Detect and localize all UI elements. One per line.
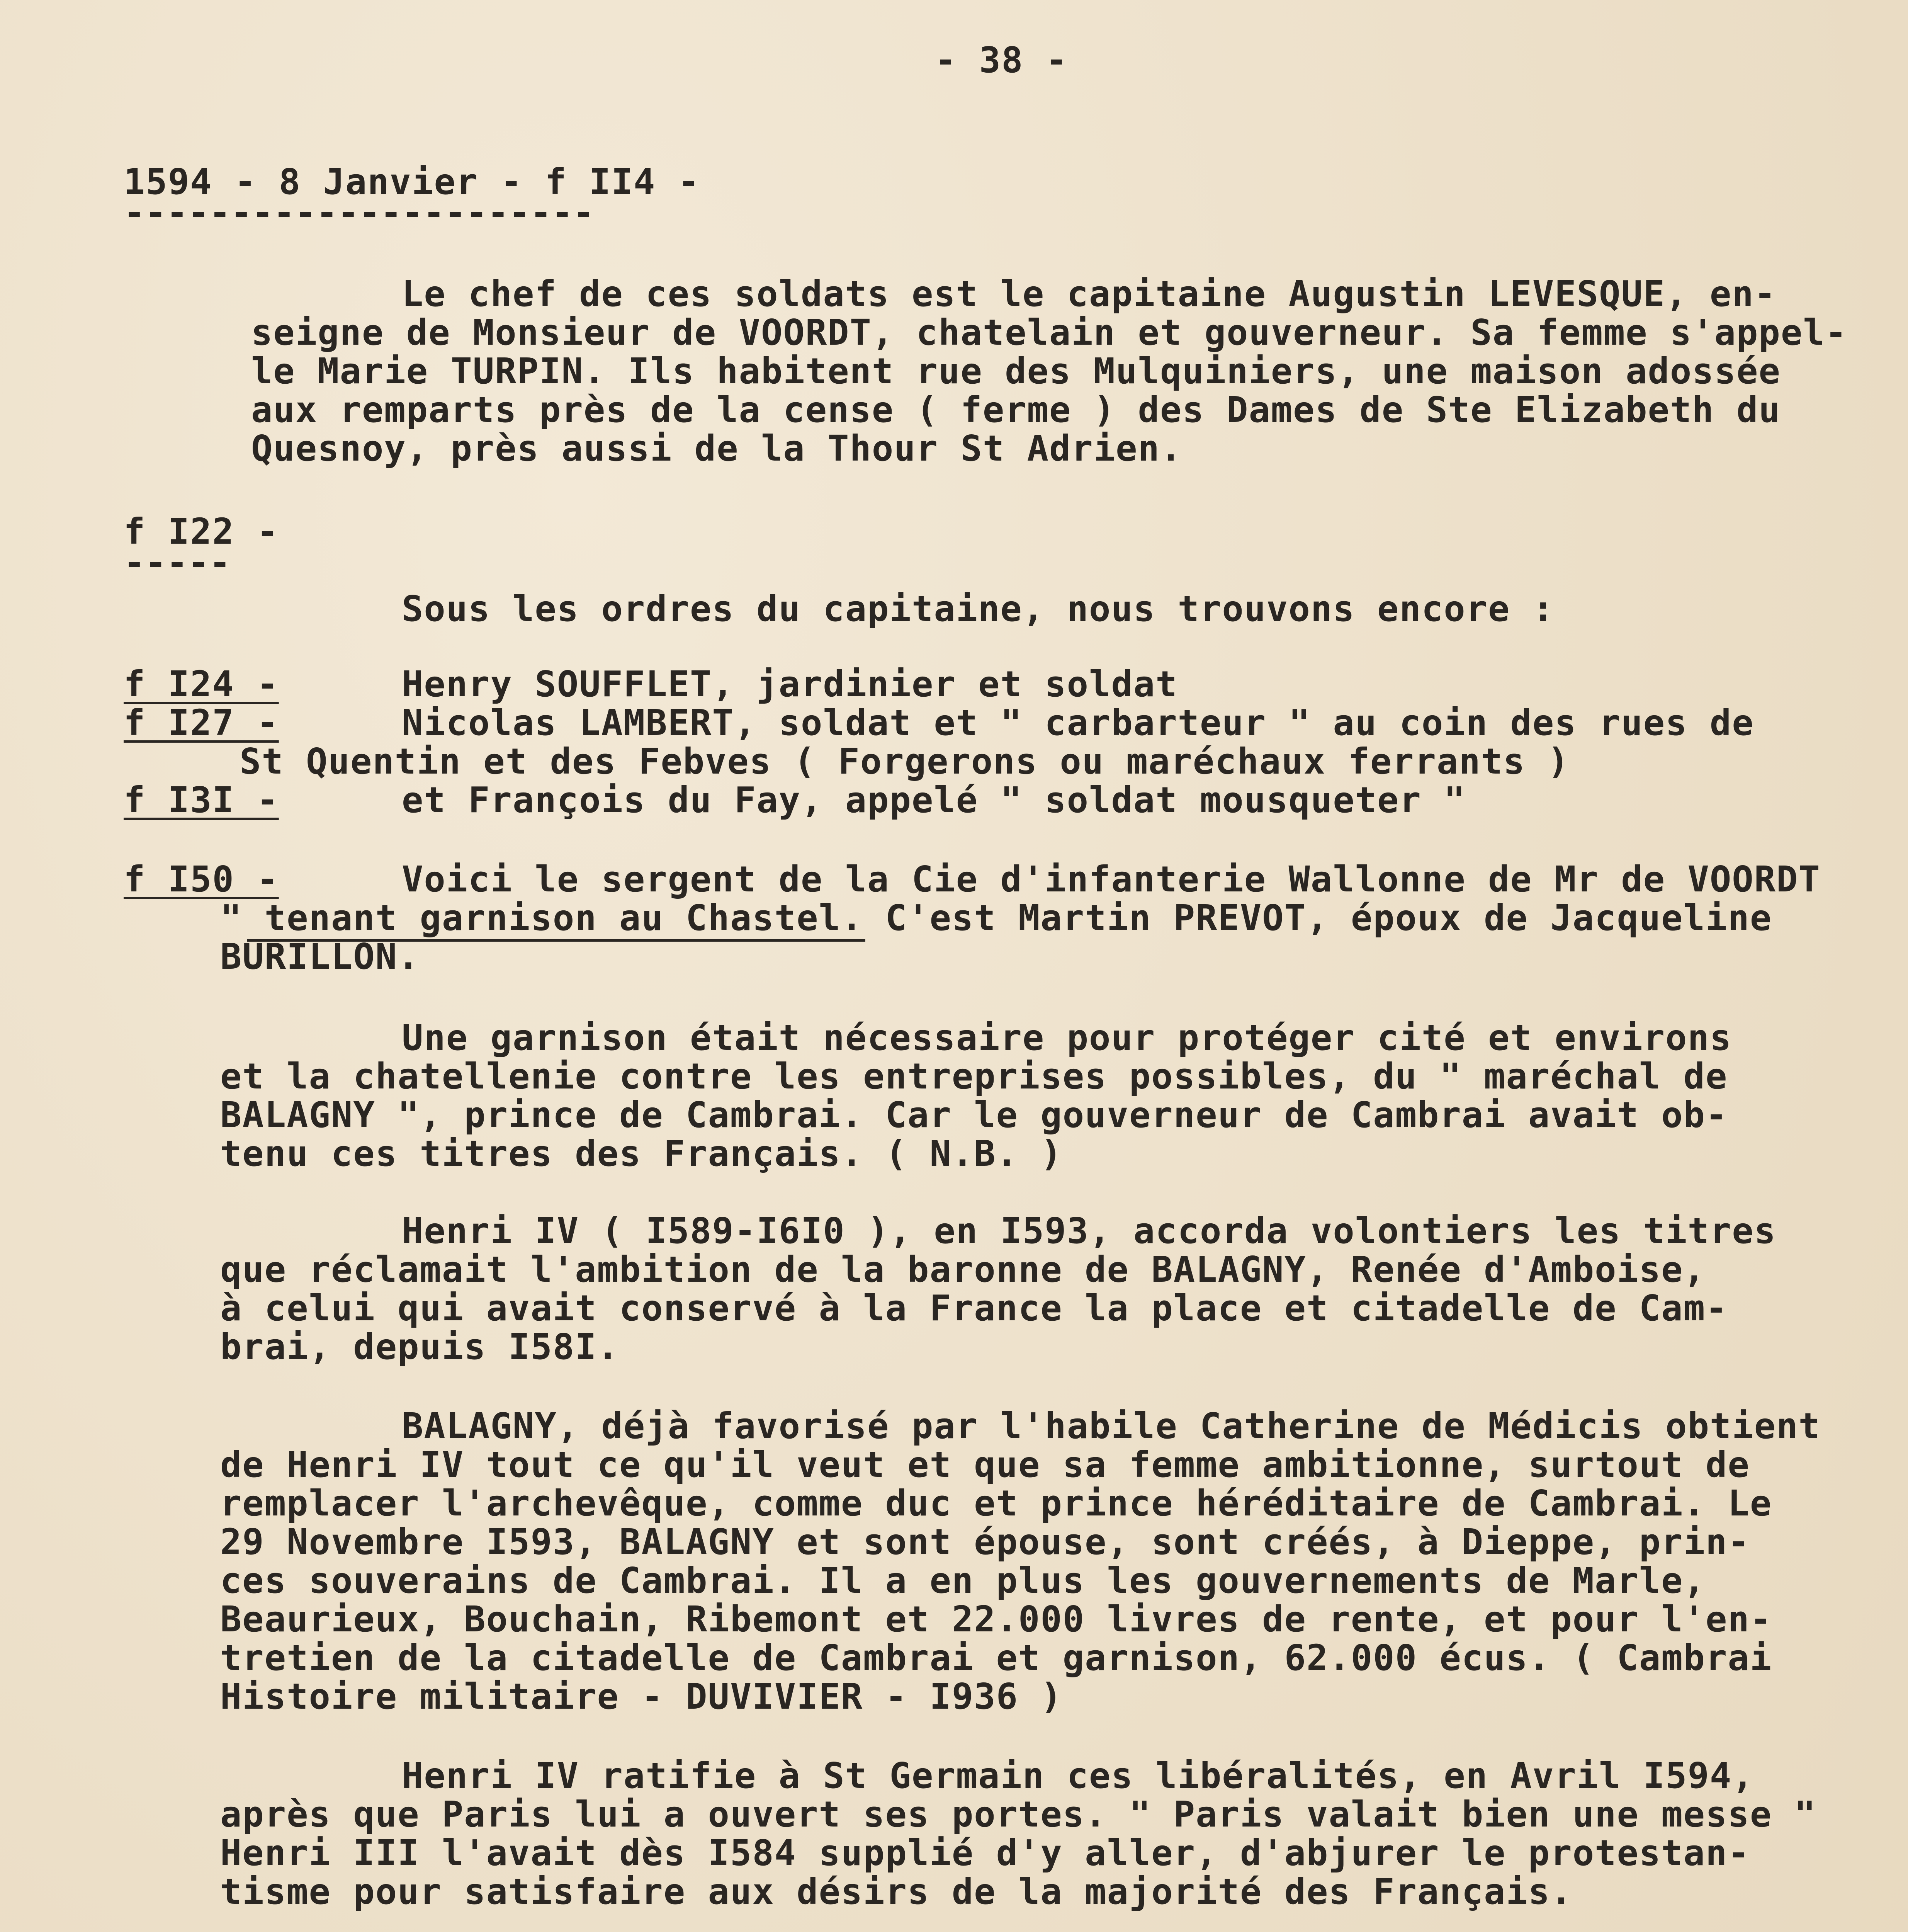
text-line: brai, depuis I58I. (220, 1326, 619, 1367)
folio-ref: f I27 - (124, 702, 279, 743)
text-line: seigne de Monsieur de VOORDT, chatelain et gouverneur. Sa femme s'appel- (251, 312, 1847, 353)
text-line: remplacer l'archevêque, comme duc et prince héréditaire de Cambrai. Le (220, 1483, 1772, 1524)
entry-date-heading: 1594 - 8 Janvier - f II4 - (124, 161, 700, 202)
text-line: tenu ces titres des Français. ( N.B. ) (220, 1133, 1063, 1174)
text-line: que réclamait l'ambition de la baronne de BALAGNY, Renée d'Amboise, (220, 1249, 1706, 1290)
text-line: " tenant garnison au Chastel. C'est Martin PREVOT, époux de Jacqueline (220, 897, 1772, 939)
text-line: Le chef de ces soldats est le capitaine Augustin LEVESQUE, en- (402, 273, 1777, 315)
text-line: tretien de la citadelle de Cambrai et garnison, 62.000 écus. ( Cambrai (220, 1637, 1772, 1679)
text-line: Henri III l'avait dès I584 supplié d'y aller, d'abjurer le protestan- (220, 1832, 1750, 1874)
text-line: Histoire militaire - DUVIVIER - I936 ) (220, 1676, 1063, 1717)
text-line: le Marie TURPIN. Ils habitent rue des Mulquiniers, une maison adossée (251, 350, 1781, 392)
folio-ref: f I50 - (124, 859, 279, 900)
text-line: Beaurieux, Bouchain, Ribemont et 22.000 livres de rente, et pour l'en- (220, 1599, 1772, 1640)
text-line: de Henri IV tout ce qu'il veut et que sa femme ambitionne, surtout de (220, 1444, 1750, 1485)
folio-underline: ----- (124, 545, 231, 580)
text-line: 29 Novembre I593, BALAGNY et sont épouse, sont créés, à Dieppe, prin- (220, 1521, 1750, 1563)
heading-underline: ---------------------- (124, 195, 595, 231)
text-line: BALAGNY ", prince de Cambrai. Car le gouverneur de Cambrai avait ob- (220, 1094, 1728, 1136)
list-item: St Quentin et des Febves ( Forgerons ou maréchaux ferrants ) (240, 741, 1570, 782)
text-line: Sous les ordres du capitaine, nous trouvons encore : (402, 588, 1555, 629)
text-line: BALAGNY, déjà favorisé par l'habile Catherine de Médicis obtient (402, 1405, 1821, 1447)
folio-ref: f I22 - (124, 511, 279, 552)
page-number: - 38 - (935, 39, 1068, 81)
list-item: Henry SOUFFLET, jardinier et soldat (402, 663, 1178, 705)
folio-ref: f I3I - (124, 779, 279, 821)
text-line: Voici le sergent de la Cie d'infanterie Wallonne de Mr de VOORDT (402, 859, 1821, 900)
text-line: après que Paris lui a ouvert ses portes. " Paris valait bien une messe " (220, 1794, 1816, 1835)
text-line: ces souverains de Cambrai. Il a en plus les gouvernements de Marle, (220, 1560, 1706, 1601)
list-item: Nicolas LAMBERT, soldat et " carbarteur " au coin des rues de (402, 702, 1754, 743)
text-line: Quesnoy, près aussi de la Thour St Adrien. (251, 428, 1183, 469)
text-line: Henri IV ratifie à St Germain ces libéralités, en Avril I594, (402, 1755, 1754, 1796)
text-line: Une garnison était nécessaire pour protéger cité et environs (402, 1017, 1732, 1058)
text-line: Henri IV ( I589-I6I0 ), en I593, accorda volontiers les titres (402, 1210, 1777, 1252)
text-line: BURILLON. (220, 936, 420, 977)
text-line: à celui qui avait conservé à la France la place et citadelle de Cam- (220, 1287, 1728, 1329)
folio-ref: f I24 - (124, 663, 279, 705)
text-line: et la chatellenie contre les entreprises possibles, du " maréchal de (220, 1056, 1728, 1097)
text-line: aux remparts près de la cense ( ferme ) des Dames de Ste Elizabeth du (251, 389, 1781, 430)
text-line: tisme pour satisfaire aux désirs de la majorité des Français. (220, 1871, 1573, 1912)
list-item: et François du Fay, appelé " soldat mousqueter " (402, 779, 1466, 821)
